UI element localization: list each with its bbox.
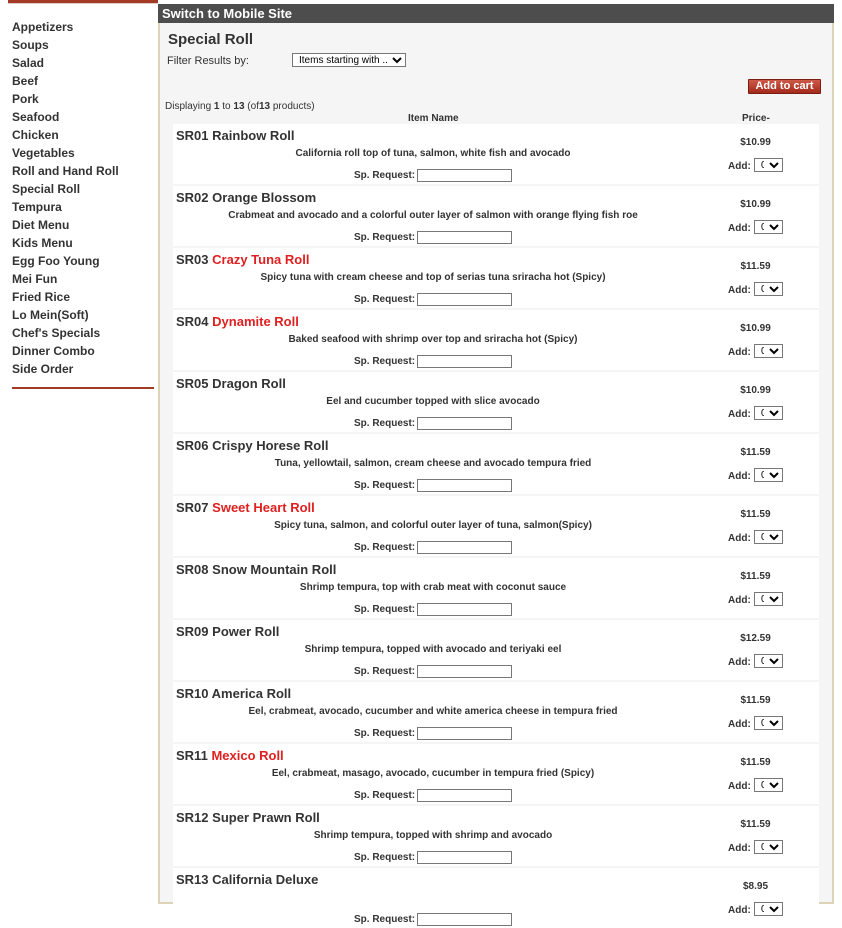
quantity-select[interactable] [754,592,783,606]
filter-select[interactable] [292,53,406,67]
sp-request-label: Sp. Request: [354,728,416,739]
displaying-suffix: products) [272,101,315,112]
sp-request-input[interactable] [417,541,512,554]
quantity-select[interactable] [754,158,783,172]
sp-request-label: Sp. Request: [354,790,416,801]
product-description: California roll top of tuna, salmon, white fish and avocado [295,148,571,159]
sp-request-label: Sp. Request: [354,542,416,553]
product-description: Tuna, yellowtail, salmon, cream cheese and avocado tempura fried [274,458,592,469]
add-quantity-label: Add: [728,471,751,482]
product-code: SR04 [176,314,209,329]
product-name [176,128,295,143]
product-description: Spicy tuna, salmon, and colorful outer layer of tuna, salmon(Spicy) [274,520,592,531]
product-title: Crispy Horese Roll [212,438,329,453]
quantity-select[interactable] [754,220,783,234]
product-title: Rainbow Roll [212,128,295,143]
product-name [176,872,318,887]
quantity-select[interactable] [754,840,783,854]
product-name [176,624,279,639]
displaying-prefix: Displaying [165,101,212,112]
sp-request-label: Sp. Request: [354,480,416,491]
add-quantity-label: Add: [728,223,751,234]
product-price: $10.99 [740,323,771,334]
product-name [176,748,284,763]
product-row [173,124,819,184]
product-name [176,810,320,825]
quantity-select[interactable] [754,282,783,296]
add-quantity-label: Add: [728,843,751,854]
quantity-select[interactable] [754,778,783,792]
add-quantity-label: Add: [728,347,751,358]
product-code: SR08 [176,562,209,577]
quantity-select[interactable] [754,406,783,420]
product-description: Shrimp tempura, top with crab meat with coconut sauce [299,582,567,593]
column-header-item-name: Item Name [408,113,459,124]
sp-request-input[interactable] [417,665,512,678]
product-row [173,434,819,494]
sp-request-label: Sp. Request: [354,294,416,305]
product-title: Mexico Roll [211,748,284,763]
sidebar-item[interactable]: Lo Mein(Soft) [12,308,89,322]
product-name [176,562,336,577]
product-price: $10.99 [740,199,771,210]
sp-request-label: Sp. Request: [354,604,416,615]
product-description: Shrimp tempura, topped with shrimp and avocado [313,830,553,841]
product-code: SR09 [176,624,209,639]
sp-request-input[interactable] [417,169,512,182]
quantity-select[interactable] [754,716,783,730]
product-price: $11.59 [740,509,771,520]
product-code: SR07 [176,500,209,515]
product-code: SR05 [176,376,209,391]
sidebar-item[interactable]: Salad [12,56,45,70]
sp-request-input[interactable] [417,851,512,864]
sp-request-input[interactable] [417,913,512,926]
product-code: SR06 [176,438,209,453]
product-price: $10.99 [740,137,771,148]
add-quantity-label: Add: [728,533,751,544]
sp-request-input[interactable] [417,603,512,616]
product-name [176,252,309,267]
sidebar-divider [12,387,154,389]
product-description: Eel, crabmeat, masago, avocado, cucumber in tempura fried (Spicy) [271,768,595,779]
sidebar-item[interactable]: Chicken [12,128,59,142]
add-quantity-label: Add: [728,657,751,668]
sidebar-item[interactable]: Diet Menu [12,218,70,232]
sp-request-input[interactable] [417,417,512,430]
sidebar-item[interactable]: Special Roll [12,182,81,196]
add-quantity-label: Add: [728,781,751,792]
sp-request-input[interactable] [417,789,512,802]
product-description: Baked seafood with shrimp over top and sriracha hot (Spicy) [288,334,578,345]
product-name [176,686,291,701]
product-name [176,314,299,329]
quantity-select[interactable] [754,654,783,668]
sp-request-label: Sp. Request: [354,232,416,243]
quantity-select[interactable] [754,468,783,482]
sidebar-item[interactable]: Appetizers [12,20,74,34]
sidebar-item[interactable]: Soups [12,38,49,52]
add-quantity-label: Add: [728,285,751,296]
sp-request-label: Sp. Request: [354,666,416,677]
product-price: $10.99 [740,385,771,396]
displaying-total: 13 [258,101,271,112]
category-sidebar [12,19,154,389]
product-price: $8.95 [742,881,769,892]
product-title: Orange Blossom [212,190,317,205]
displaying-from: 1 [213,101,220,112]
product-row [173,682,819,742]
sp-request-input[interactable] [417,231,512,244]
displaying-to-word: to [222,101,231,112]
product-row [173,868,819,928]
product-row [173,248,819,308]
product-row [173,372,819,432]
sidebar-item[interactable]: Pork [12,92,39,106]
add-to-cart-button[interactable]: Add to cart [748,79,821,94]
sidebar-item[interactable]: Side Order [12,362,74,376]
sidebar-item[interactable]: Egg Foo Young [12,254,100,268]
quantity-select[interactable] [754,902,783,916]
product-code: SR10 [176,686,209,701]
product-title: Power Roll [212,624,280,639]
product-price: $11.59 [740,261,771,272]
sp-request-input[interactable] [417,479,512,492]
product-title: Snow Mountain Roll [212,562,337,577]
product-row [173,806,819,866]
displaying-of-word: (of [247,101,259,112]
product-price: $11.59 [740,757,771,768]
product-code: SR12 [176,810,209,825]
filter-label: Filter Results by: [167,55,249,67]
product-title: Dragon Roll [212,376,286,391]
displaying-count [165,101,315,112]
product-row [173,310,819,370]
product-title: Crazy Tuna Roll [212,252,310,267]
product-price: $12.59 [740,633,771,644]
add-quantity-label: Add: [728,905,751,916]
product-title: Super Prawn Roll [212,810,320,825]
product-name [176,500,315,515]
product-title: Sweet Heart Roll [212,500,315,515]
column-header-price: Price- [742,113,770,124]
product-title: California Deluxe [212,872,319,887]
page-title: Special Roll [168,31,254,48]
product-description: Crabmeat and avocado and a colorful outer layer of salmon with orange flying fish roe [228,210,638,221]
sp-request-label: Sp. Request: [354,852,416,863]
sidebar-item[interactable]: Chef's Specials [12,326,101,340]
product-price: $11.59 [740,695,771,706]
product-price: $11.59 [740,447,771,458]
quantity-select[interactable] [754,344,783,358]
product-code: SR01 [176,128,209,143]
product-price: $11.59 [740,819,771,830]
displaying-to: 13 [233,101,245,112]
product-row [173,496,819,556]
switch-mobile-link[interactable]: Switch to Mobile Site [158,4,834,23]
sidebar-item[interactable]: Dinner Combo [12,344,95,358]
sp-request-label: Sp. Request: [354,914,416,925]
add-quantity-label: Add: [728,161,751,172]
header-strip [8,0,158,3]
sp-request-label: Sp. Request: [354,418,416,429]
sidebar-item[interactable]: Seafood [12,110,60,124]
product-code: SR03 [176,252,209,267]
sidebar-item[interactable]: Beef [12,74,39,88]
product-description: Eel, crabmeat, avocado, cucumber and white america cheese in tempura fried [248,706,618,717]
product-name [176,376,286,391]
product-row [173,558,819,618]
product-row [173,620,819,680]
product-code: SR13 [176,872,209,887]
add-quantity-label: Add: [728,595,751,606]
product-code: SR11 [176,748,208,763]
sp-request-input[interactable] [417,727,512,740]
sidebar-item[interactable]: Roll and Hand Roll [12,164,119,178]
product-description: Shrimp tempura, topped with avocado and teriyaki eel [304,644,562,655]
product-code: SR02 [176,190,209,205]
sp-request-input[interactable] [417,355,512,368]
sidebar-item[interactable]: Kids Menu [12,236,73,250]
product-description: Eel and cucumber topped with slice avocado [326,396,540,407]
product-price: $11.59 [740,571,771,582]
sidebar-item[interactable]: Tempura [12,200,62,214]
sidebar-item[interactable]: Fried Rice [12,290,71,304]
product-row [173,744,819,804]
sp-request-input[interactable] [417,293,512,306]
add-quantity-label: Add: [728,409,751,420]
product-title: Dynamite Roll [212,314,299,329]
sidebar-item[interactable]: Vegetables [12,146,75,160]
add-quantity-label: Add: [728,719,751,730]
product-name [176,438,328,453]
product-name [176,190,316,205]
sidebar-item[interactable]: Mei Fun [12,272,58,286]
product-description: Spicy tuna with cream cheese and top of serias tuna sriracha hot (Spicy) [260,272,606,283]
product-row [173,186,819,246]
quantity-select[interactable] [754,530,783,544]
sp-request-label: Sp. Request: [354,356,416,367]
sp-request-label: Sp. Request: [354,170,416,181]
product-title: America Roll [211,686,292,701]
